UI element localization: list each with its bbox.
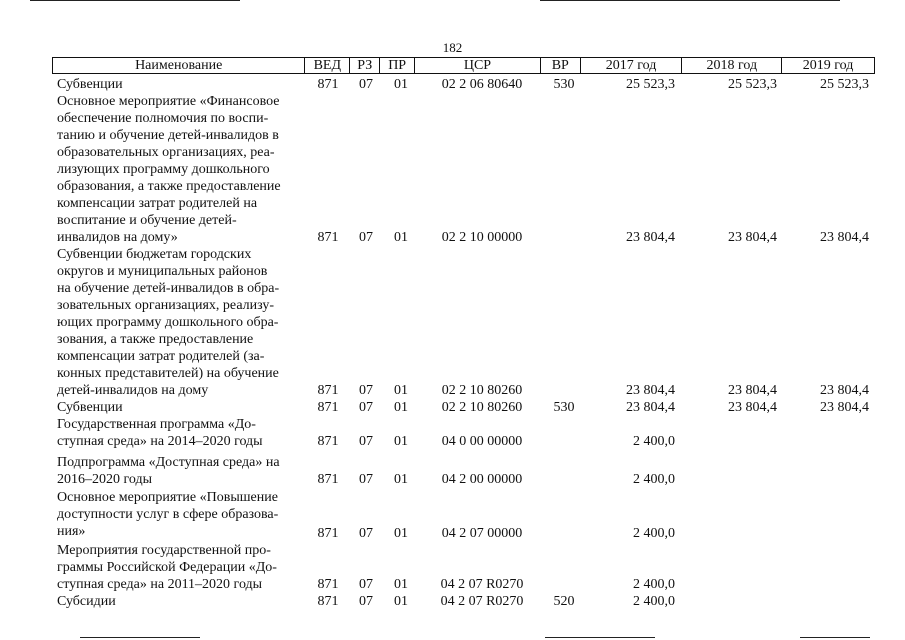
row-2018: 23 804,4 [728,383,777,398]
row-csr: 02 2 06 80640 [441,77,523,92]
row-2017: 2 400,0 [633,577,675,592]
row-2019: 25 523,3 [820,77,869,92]
row-2019: 23 804,4 [820,400,869,415]
row-2017: 23 804,4 [626,383,675,398]
row-ved: 871 [317,472,339,487]
row-pr: 01 [394,577,408,592]
row-2018: 23 804,4 [728,400,777,415]
row-csr: 02 2 10 80260 [441,400,523,415]
row-rz: 07 [359,383,373,398]
header-rz: РЗ [350,58,380,73]
header-2017: 2017 год [581,58,683,73]
row-2017: 2 400,0 [633,526,675,541]
row-ved: 871 [317,577,339,592]
header-ved: ВЕД [305,58,350,73]
row-2019: 23 804,4 [820,383,869,398]
row-vr: 530 [553,77,575,92]
row-name: Основное мероприятие «Повышение доступности услуг в сфере образова- ния» [57,490,279,539]
row-rz: 07 [359,230,373,245]
page-number: 182 [442,40,463,55]
row-rz: 07 [359,472,373,487]
header-2018: 2018 год [682,58,782,73]
row-csr: 02 2 10 00000 [441,230,523,245]
row-pr: 01 [394,383,408,398]
row-name: Мероприятия государственной про- граммы Российской Федерации «До- ступная среда» на 2011–2020 годы [57,543,277,592]
row-2017: 23 804,4 [626,400,675,415]
header-2019: 2019 год [802,58,854,73]
row-2017: 2 400,0 [633,472,675,487]
row-name: Подпрограмма «Доступная среда» на 2016–2020 годы [57,455,280,487]
row-name: Субвенции [57,400,123,415]
row-2019: 23 804,4 [820,230,869,245]
row-2017: 2 400,0 [633,594,675,609]
row-ved: 871 [317,400,339,415]
row-csr: 04 2 07 00000 [441,526,523,541]
header-csr: ЦСР [415,58,541,73]
row-rz: 07 [359,594,373,609]
row-vr: 520 [553,594,575,609]
row-name: Субвенции бюджетам городских округов и муниципальных районов на обучение детей-инвалидов в обра- зовательных организациях, реализу- ющих программу дошкольного обра- зования, а также предоставление компенсации затрат родителей (за- конных представителей) на обучение детей-инвалидов на дому [57,247,280,398]
row-vr: 530 [553,400,575,415]
row-rz: 07 [359,434,373,449]
row-csr: 04 0 00 00000 [441,434,523,449]
row-pr: 01 [394,526,408,541]
row-pr: 01 [394,594,408,609]
row-pr: 01 [394,77,408,92]
row-ved: 871 [317,383,339,398]
row-pr: 01 [394,230,408,245]
row-name: Субсидии [57,594,116,609]
header-name: Наименование [53,58,305,73]
row-ved: 871 [317,230,339,245]
row-pr: 01 [394,400,408,415]
row-name: Государственная программа «До- ступная среда» на 2014–2020 годы [57,417,263,449]
row-2018: 23 804,4 [728,230,777,245]
row-2018: 25 523,3 [728,77,777,92]
row-csr: 04 2 00 00000 [441,472,523,487]
row-pr: 01 [394,434,408,449]
row-csr: 04 2 07 R0270 [440,594,524,609]
row-rz: 07 [359,400,373,415]
row-pr: 01 [394,472,408,487]
header-pr: ПР [380,58,415,73]
row-2017: 2 400,0 [633,434,675,449]
row-ved: 871 [317,594,339,609]
row-csr: 04 2 07 R0270 [440,577,524,592]
row-name: Субвенции [57,77,123,92]
row-name: Основное мероприятие «Финансовое обеспечение полномочия по воспи- танию и обучение детей-инвалидов в образовательных организациях, реа- лизующих программу дошкольного образования, а также предоставление компенсации затрат родителей на воспитание и обучение детей- инвалидов на дому» [57,94,281,245]
row-rz: 07 [359,577,373,592]
row-ved: 871 [317,526,339,541]
header-vr: ВР [541,58,581,73]
row-rz: 07 [359,77,373,92]
row-2017: 25 523,3 [626,77,675,92]
row-ved: 871 [317,434,339,449]
row-2017: 23 804,4 [626,230,675,245]
row-rz: 07 [359,526,373,541]
row-ved: 871 [317,77,339,92]
row-csr: 02 2 10 80260 [441,383,523,398]
